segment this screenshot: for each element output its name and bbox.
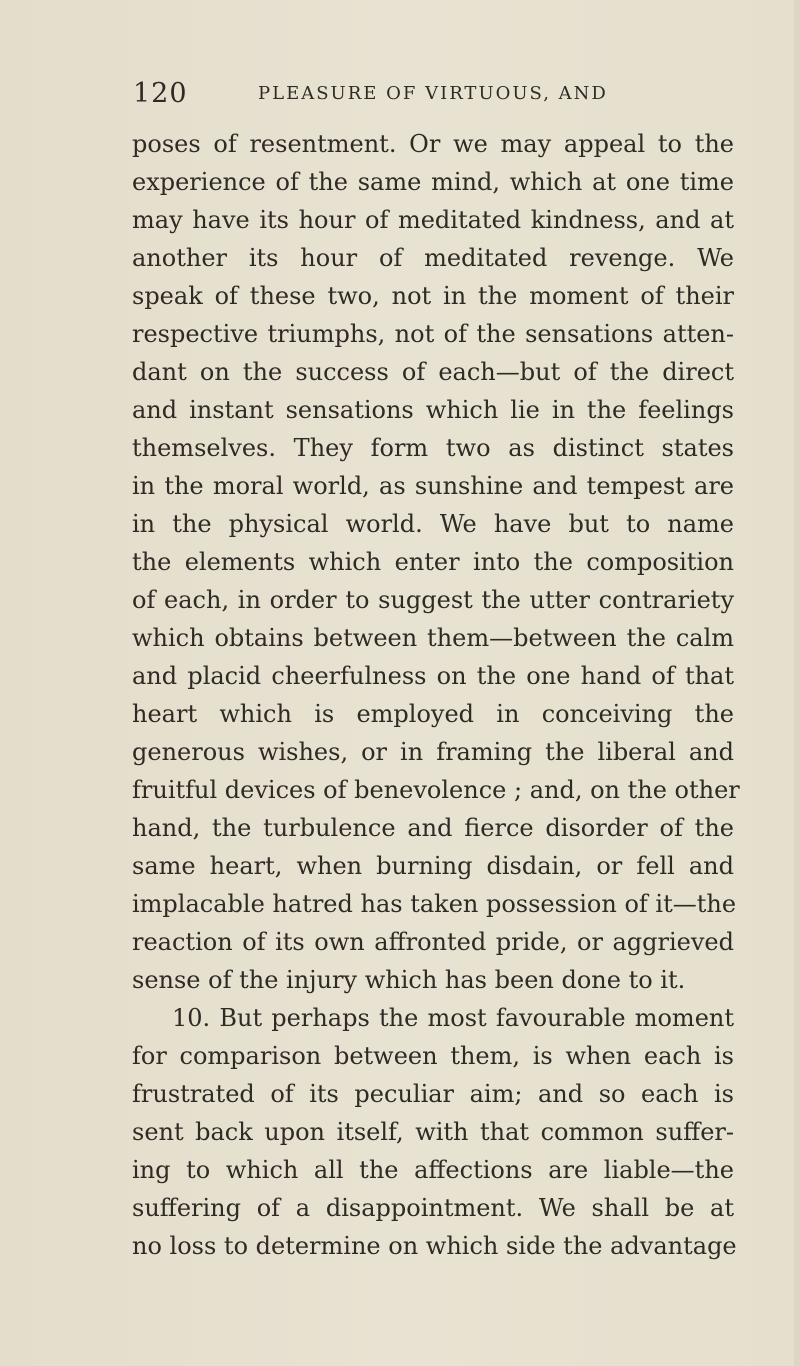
text-line: heart which is employed in conceiving the <box>132 700 734 728</box>
text-line: which obtains between them—between the calm <box>132 624 734 652</box>
paragraph-end-line: sense of the injury which has been done to it. <box>132 966 686 994</box>
text-line: implacable hatred has taken possession of it—the <box>132 890 737 918</box>
text-line: generous wishes, or in framing the liberal and <box>132 738 734 766</box>
text-line: experience of the same mind, which at one time <box>132 168 734 196</box>
text-line: and instant sensations which lie in the feelings <box>132 396 734 424</box>
paragraph-start-line: 10. But perhaps the most favourable moment <box>172 1004 734 1032</box>
page-header <box>133 78 693 118</box>
text-line: suffering of a disappointment. We shall be at <box>132 1194 734 1222</box>
text-line: reaction of its own affronted pride, or aggrieved <box>132 928 734 956</box>
running-head: PLEASURE OF VIRTUOUS, AND <box>258 83 608 104</box>
text-line: sent back upon itself, with that common suffer- <box>132 1118 734 1146</box>
page-number: 120 <box>133 78 188 109</box>
text-line: in the physical world. We have but to name <box>132 510 734 538</box>
text-line: of each, in order to suggest the utter contrariety <box>132 586 734 614</box>
text-line: no loss to determine on which side the advantage <box>132 1232 737 1260</box>
text-line: speak of these two, not in the moment of their <box>132 282 734 310</box>
text-line: fruitful devices of benevolence ; and, on the other <box>132 776 740 804</box>
text-line: same heart, when burning disdain, or fell and <box>132 852 734 880</box>
text-line: respective triumphs, not of the sensations atten- <box>132 320 734 348</box>
text-line: themselves. They form two as distinct states <box>132 434 734 462</box>
text-line: may have its hour of meditated kindness, and at <box>132 206 734 234</box>
text-line: ing to which all the affections are liable—the <box>132 1156 734 1184</box>
text-line: the elements which enter into the composition <box>132 548 734 576</box>
text-line: and placid cheerfulness on the one hand of that <box>132 662 734 690</box>
text-line: dant on the success of each—but of the direct <box>132 358 734 386</box>
text-line: frustrated of its peculiar aim; and so each is <box>132 1080 734 1108</box>
text-line: poses of resentment. Or we may appeal to the <box>132 130 734 158</box>
text-line: for comparison between them, is when each is <box>132 1042 734 1070</box>
text-line: hand, the turbulence and fierce disorder of the <box>132 814 734 842</box>
text-line: in the moral world, as sunshine and tempest are <box>132 472 734 500</box>
page-edge <box>794 0 800 1366</box>
text-line: another its hour of meditated revenge. We <box>132 244 734 272</box>
